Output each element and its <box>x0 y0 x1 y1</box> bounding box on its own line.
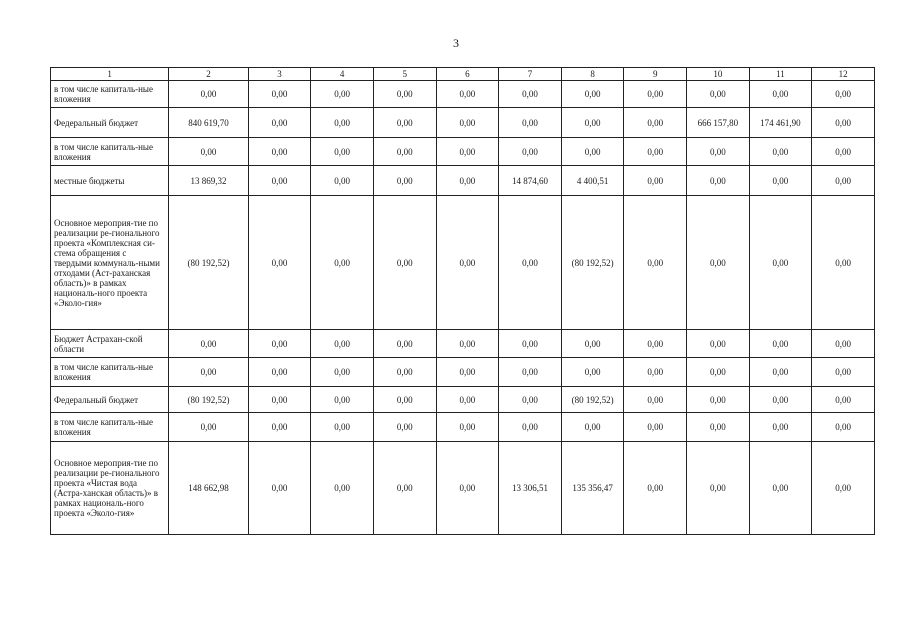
cell-value: 0,00 <box>687 138 750 166</box>
cell-value: 0,00 <box>373 81 436 108</box>
cell-value: 0,00 <box>373 358 436 387</box>
cell-value: 0,00 <box>499 108 562 138</box>
cell-value: 0,00 <box>436 138 499 166</box>
cell-value: 13 306,51 <box>499 442 562 535</box>
cell-value: 0,00 <box>749 330 812 358</box>
column-header: 9 <box>624 68 687 81</box>
cell-value: 0,00 <box>812 413 875 442</box>
cell-value: 0,00 <box>624 108 687 138</box>
cell-value: (80 192,52) <box>561 387 624 413</box>
cell-value: 0,00 <box>311 387 374 413</box>
cell-value: 0,00 <box>687 81 750 108</box>
table-row <box>51 196 875 330</box>
cell-value: 0,00 <box>812 330 875 358</box>
page-number: 3 <box>453 36 459 50</box>
cell-value: 0,00 <box>749 196 812 330</box>
table-row <box>51 138 875 166</box>
cell-value: 0,00 <box>311 138 374 166</box>
cell-value: 840 619,70 <box>169 108 249 138</box>
cell-value: 0,00 <box>812 196 875 330</box>
cell-value: 0,00 <box>561 358 624 387</box>
row-label: в том числе капиталь-ные вложения <box>51 81 169 108</box>
cell-value: 0,00 <box>248 138 311 166</box>
cell-value: 0,00 <box>311 442 374 535</box>
cell-value: 0,00 <box>436 387 499 413</box>
table-row <box>51 108 875 138</box>
cell-value: 0,00 <box>169 358 249 387</box>
table-row <box>51 358 875 387</box>
column-header: 5 <box>373 68 436 81</box>
cell-value: 0,00 <box>812 81 875 108</box>
cell-value: 0,00 <box>499 138 562 166</box>
cell-value: 0,00 <box>749 413 812 442</box>
column-header: 3 <box>248 68 311 81</box>
cell-value: 0,00 <box>687 442 750 535</box>
cell-value: 0,00 <box>561 330 624 358</box>
cell-value: 0,00 <box>436 413 499 442</box>
cell-value: 0,00 <box>373 138 436 166</box>
cell-value: 0,00 <box>499 387 562 413</box>
table-row <box>51 442 875 535</box>
cell-value: 0,00 <box>373 413 436 442</box>
column-header: 12 <box>812 68 875 81</box>
column-header: 6 <box>436 68 499 81</box>
cell-value: 0,00 <box>812 138 875 166</box>
cell-value: 0,00 <box>436 196 499 330</box>
table-row <box>51 330 875 358</box>
cell-value: 0,00 <box>812 166 875 196</box>
cell-value: 0,00 <box>311 108 374 138</box>
cell-value: 4 400,51 <box>561 166 624 196</box>
cell-value: 0,00 <box>499 330 562 358</box>
column-header: 7 <box>499 68 562 81</box>
cell-value: 13 869,32 <box>169 166 249 196</box>
cell-value: 0,00 <box>169 138 249 166</box>
cell-value: (80 192,52) <box>169 196 249 330</box>
cell-value: 0,00 <box>812 442 875 535</box>
cell-value: 0,00 <box>311 166 374 196</box>
cell-value: 0,00 <box>248 413 311 442</box>
row-label: Федеральный бюджет <box>51 108 169 138</box>
cell-value: 14 874,60 <box>499 166 562 196</box>
cell-value: 0,00 <box>624 387 687 413</box>
cell-value: 0,00 <box>624 442 687 535</box>
cell-value: 174 461,90 <box>749 108 812 138</box>
cell-value: 0,00 <box>812 358 875 387</box>
cell-value: 0,00 <box>624 413 687 442</box>
row-label: Основное мероприя-тие по реализации ре-гионального проекта «Комплексная си-стема обращения с твердыми коммуналь-ными отходами (Аст-раханская область)» в рамках националь-ного проекта «Эколо-гия» <box>51 196 169 330</box>
row-label: в том числе капиталь-ные вложения <box>51 138 169 166</box>
cell-value: 0,00 <box>311 81 374 108</box>
cell-value: 0,00 <box>436 108 499 138</box>
cell-value: 0,00 <box>687 196 750 330</box>
cell-value: 0,00 <box>624 196 687 330</box>
cell-value: 0,00 <box>436 358 499 387</box>
row-label: Бюджет Астрахан-ской области <box>51 330 169 358</box>
cell-value: 0,00 <box>561 138 624 166</box>
column-header: 11 <box>749 68 812 81</box>
cell-value: 0,00 <box>248 166 311 196</box>
column-header: 4 <box>311 68 374 81</box>
cell-value: 148 662,98 <box>169 442 249 535</box>
cell-value: 0,00 <box>749 442 812 535</box>
cell-value: (80 192,52) <box>561 196 624 330</box>
cell-value: 0,00 <box>169 81 249 108</box>
cell-value: 0,00 <box>373 442 436 535</box>
column-header: 10 <box>687 68 750 81</box>
cell-value: 0,00 <box>749 358 812 387</box>
cell-value: 0,00 <box>373 330 436 358</box>
cell-value: (80 192,52) <box>169 387 249 413</box>
row-label: Основное мероприя-тие по реализации ре-гионального проекта «Чистая вода (Астра-ханская область)» в рамках националь-ного проекта «Эколо-гия» <box>51 442 169 535</box>
cell-value: 0,00 <box>248 330 311 358</box>
cell-value: 0,00 <box>624 138 687 166</box>
cell-value: 0,00 <box>169 330 249 358</box>
cell-value: 0,00 <box>373 387 436 413</box>
cell-value: 135 356,47 <box>561 442 624 535</box>
cell-value: 0,00 <box>812 108 875 138</box>
cell-value: 0,00 <box>373 108 436 138</box>
cell-value: 0,00 <box>561 413 624 442</box>
table-row <box>51 387 875 413</box>
cell-value: 0,00 <box>311 413 374 442</box>
cell-value: 0,00 <box>749 387 812 413</box>
column-header: 2 <box>169 68 249 81</box>
cell-value: 0,00 <box>624 358 687 387</box>
cell-value: 0,00 <box>311 330 374 358</box>
cell-value: 0,00 <box>248 442 311 535</box>
cell-value: 0,00 <box>373 196 436 330</box>
table-row <box>51 166 875 196</box>
table-header-row <box>51 68 875 81</box>
cell-value: 0,00 <box>749 166 812 196</box>
cell-value: 0,00 <box>624 81 687 108</box>
cell-value: 0,00 <box>687 413 750 442</box>
table-row <box>51 413 875 442</box>
cell-value: 0,00 <box>687 387 750 413</box>
column-header: 1 <box>51 68 169 81</box>
cell-value: 0,00 <box>436 330 499 358</box>
column-header: 8 <box>561 68 624 81</box>
row-label: в том числе капиталь-ные вложения <box>51 413 169 442</box>
cell-value: 666 157,80 <box>687 108 750 138</box>
row-label: в том числе капиталь-ные вложения <box>51 358 169 387</box>
cell-value: 0,00 <box>169 413 249 442</box>
cell-value: 0,00 <box>812 387 875 413</box>
row-label: Федеральный бюджет <box>51 387 169 413</box>
cell-value: 0,00 <box>436 81 499 108</box>
cell-value: 0,00 <box>624 330 687 358</box>
cell-value: 0,00 <box>624 166 687 196</box>
row-label: местные бюджеты <box>51 166 169 196</box>
table-row <box>51 81 875 108</box>
cell-value: 0,00 <box>499 413 562 442</box>
cell-value: 0,00 <box>311 196 374 330</box>
cell-value: 0,00 <box>248 196 311 330</box>
budget-table <box>50 67 875 535</box>
cell-value: 0,00 <box>436 442 499 535</box>
cell-value: 0,00 <box>248 108 311 138</box>
cell-value: 0,00 <box>373 166 436 196</box>
cell-value: 0,00 <box>248 358 311 387</box>
cell-value: 0,00 <box>248 387 311 413</box>
cell-value: 0,00 <box>687 358 750 387</box>
cell-value: 0,00 <box>687 330 750 358</box>
cell-value: 0,00 <box>499 81 562 108</box>
cell-value: 0,00 <box>749 138 812 166</box>
cell-value: 0,00 <box>687 166 750 196</box>
cell-value: 0,00 <box>561 108 624 138</box>
cell-value: 0,00 <box>561 81 624 108</box>
cell-value: 0,00 <box>248 81 311 108</box>
cell-value: 0,00 <box>436 166 499 196</box>
cell-value: 0,00 <box>311 358 374 387</box>
cell-value: 0,00 <box>499 196 562 330</box>
cell-value: 0,00 <box>499 358 562 387</box>
cell-value: 0,00 <box>749 81 812 108</box>
